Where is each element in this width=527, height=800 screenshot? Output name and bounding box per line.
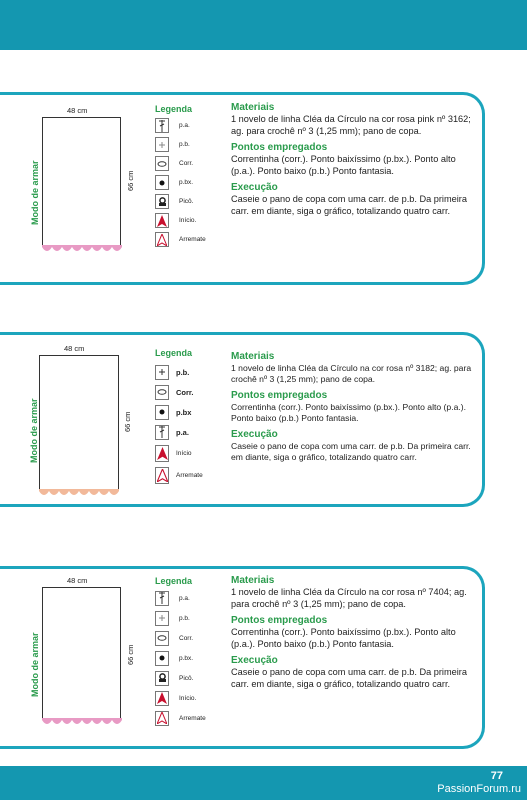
legend-item: Corr. [155,382,203,402]
slip-stitch-icon [155,651,169,666]
legend-item: Corr. [155,154,206,173]
legend-item: Início. [155,688,206,708]
legend-title: Legenda [155,104,193,114]
legend-item: p.a. [155,116,206,135]
materials-heading: Materiais [231,575,275,586]
materials-heading: Materiais [231,351,275,362]
stitches-heading: Pontos empregados [231,615,328,626]
assembly-label: Modo de armar [30,160,40,225]
materials-text: 1 novelo de linha Cléa da Círculo na cor rosa pink nº 3162; ag. para crochê nº 3 (1,25 mm); pano de copa. [231,114,471,136]
instructions [231,575,471,695]
height-dimension: 66 cm [126,644,135,665]
instructions [231,102,471,222]
legend-item: p.bx [155,402,203,422]
legend-item: Picô. [155,192,206,211]
legend [155,576,206,728]
finish-marker-icon [155,711,169,726]
dishcloth-outline [39,355,119,490]
legend-item: p.b. [155,608,206,628]
legend-title: Legenda [155,576,193,586]
stitches-text: Correntinha (corr.). Ponto baixíssimo (p.bx.). Ponto alto (p.a.). Ponto baixo (p.b.) Ponto fantasia. [231,402,466,423]
single-crochet-icon [155,611,169,626]
materials-text: 1 novelo de linha Cléa da Círculo na cor rosa nº 7404; ag. para crochê nº 3 (1,25 mm); pano de copa. [231,587,467,609]
stitches-text: Correntinha (corr.). Ponto baixíssimo (p.bx.). Ponto alto (p.a.). Ponto baixo (p.b.) Ponto fantasia. [231,627,456,649]
footer-bar [0,766,527,800]
legend-item: Picô. [155,668,206,688]
picot-icon [155,671,169,686]
finish-marker-icon [155,232,169,247]
picot-icon [155,194,169,209]
legend-item: Arremate [155,708,206,728]
single-crochet-icon [155,365,169,380]
chain-stitch-icon [155,631,169,646]
instructions [231,351,475,468]
site-watermark: PassionForum.ru [437,783,521,795]
legend-item: Início. [155,211,206,230]
pattern-panel-2 [0,332,485,507]
legend-item: p.b. [155,362,203,382]
stitches-heading: Pontos empregados [231,142,328,153]
start-marker-icon [155,445,169,462]
width-dimension: 48 cm [67,576,88,585]
execution-text: Caseie o pano de copa com uma carr. de p.b. Da primeira carr. em diante, siga o gráfico, totalizando quatro carr. [231,441,471,462]
stitches-text: Correntinha (corr.). Ponto baixíssimo (p.bx.). Ponto alto (p.a.). Ponto baixo (p.b.) Ponto fantasia. [231,154,456,176]
legend-item: p.a. [155,422,203,442]
legend-item: p.b. [155,135,206,154]
treble-crochet-icon [155,591,169,606]
header-bar [0,0,527,50]
execution-text: Caseie o pano de copa com uma carr. de p.b. Da primeira carr. em diante, siga o gráfico, totalizando quatro carr. [231,194,467,216]
materials-heading: Materiais [231,102,275,113]
legend-item: Arremate [155,230,206,249]
crochet-edge-pink [42,245,122,255]
legend-title: Legenda [155,348,193,358]
stitches-heading: Pontos empregados [231,390,328,401]
crochet-edge-pink [42,718,122,728]
treble-crochet-icon [155,118,169,133]
slip-stitch-icon [155,175,169,190]
start-marker-icon [155,691,169,706]
materials-text: 1 novelo de linha Cléa da Círculo na cor rosa nº 3182; ag. para crochê nº 3 (1,25 mm); pano de copa. [231,363,472,384]
assembly-label: Modo de armar [30,632,40,697]
pattern-panel-1 [0,92,485,285]
slip-stitch-icon [155,405,169,420]
execution-text: Caseie o pano de copa com uma carr. de p.b. Da primeira carr. em diante, siga o gráfico, totalizando quatro carr. [231,667,467,689]
chain-stitch-icon [155,385,169,400]
execution-heading: Execução [231,429,278,440]
page-number: 77 [490,770,503,782]
height-dimension: 66 cm [123,411,132,432]
legend-item: p.bx. [155,648,206,668]
legend-item: Início [155,442,203,464]
legend [155,348,203,486]
treble-crochet-icon [155,425,169,440]
legend-item: p.a. [155,588,206,608]
legend-item: Arremate [155,464,203,486]
width-dimension: 48 cm [64,344,85,353]
width-dimension: 48 cm [67,106,88,115]
finish-marker-icon [155,467,169,484]
start-marker-icon [155,213,169,228]
pattern-panel-3 [0,566,485,749]
crochet-edge-peach [39,489,119,499]
chain-stitch-icon [155,156,169,171]
dishcloth-outline [42,587,121,720]
legend [155,104,206,249]
legend-item: p.bx. [155,173,206,192]
execution-heading: Execução [231,655,278,666]
single-crochet-icon [155,137,169,152]
execution-heading: Execução [231,182,278,193]
dishcloth-outline [42,117,121,247]
legend-item: Corr. [155,628,206,648]
assembly-label: Modo de armar [29,398,39,463]
height-dimension: 66 cm [126,170,135,191]
